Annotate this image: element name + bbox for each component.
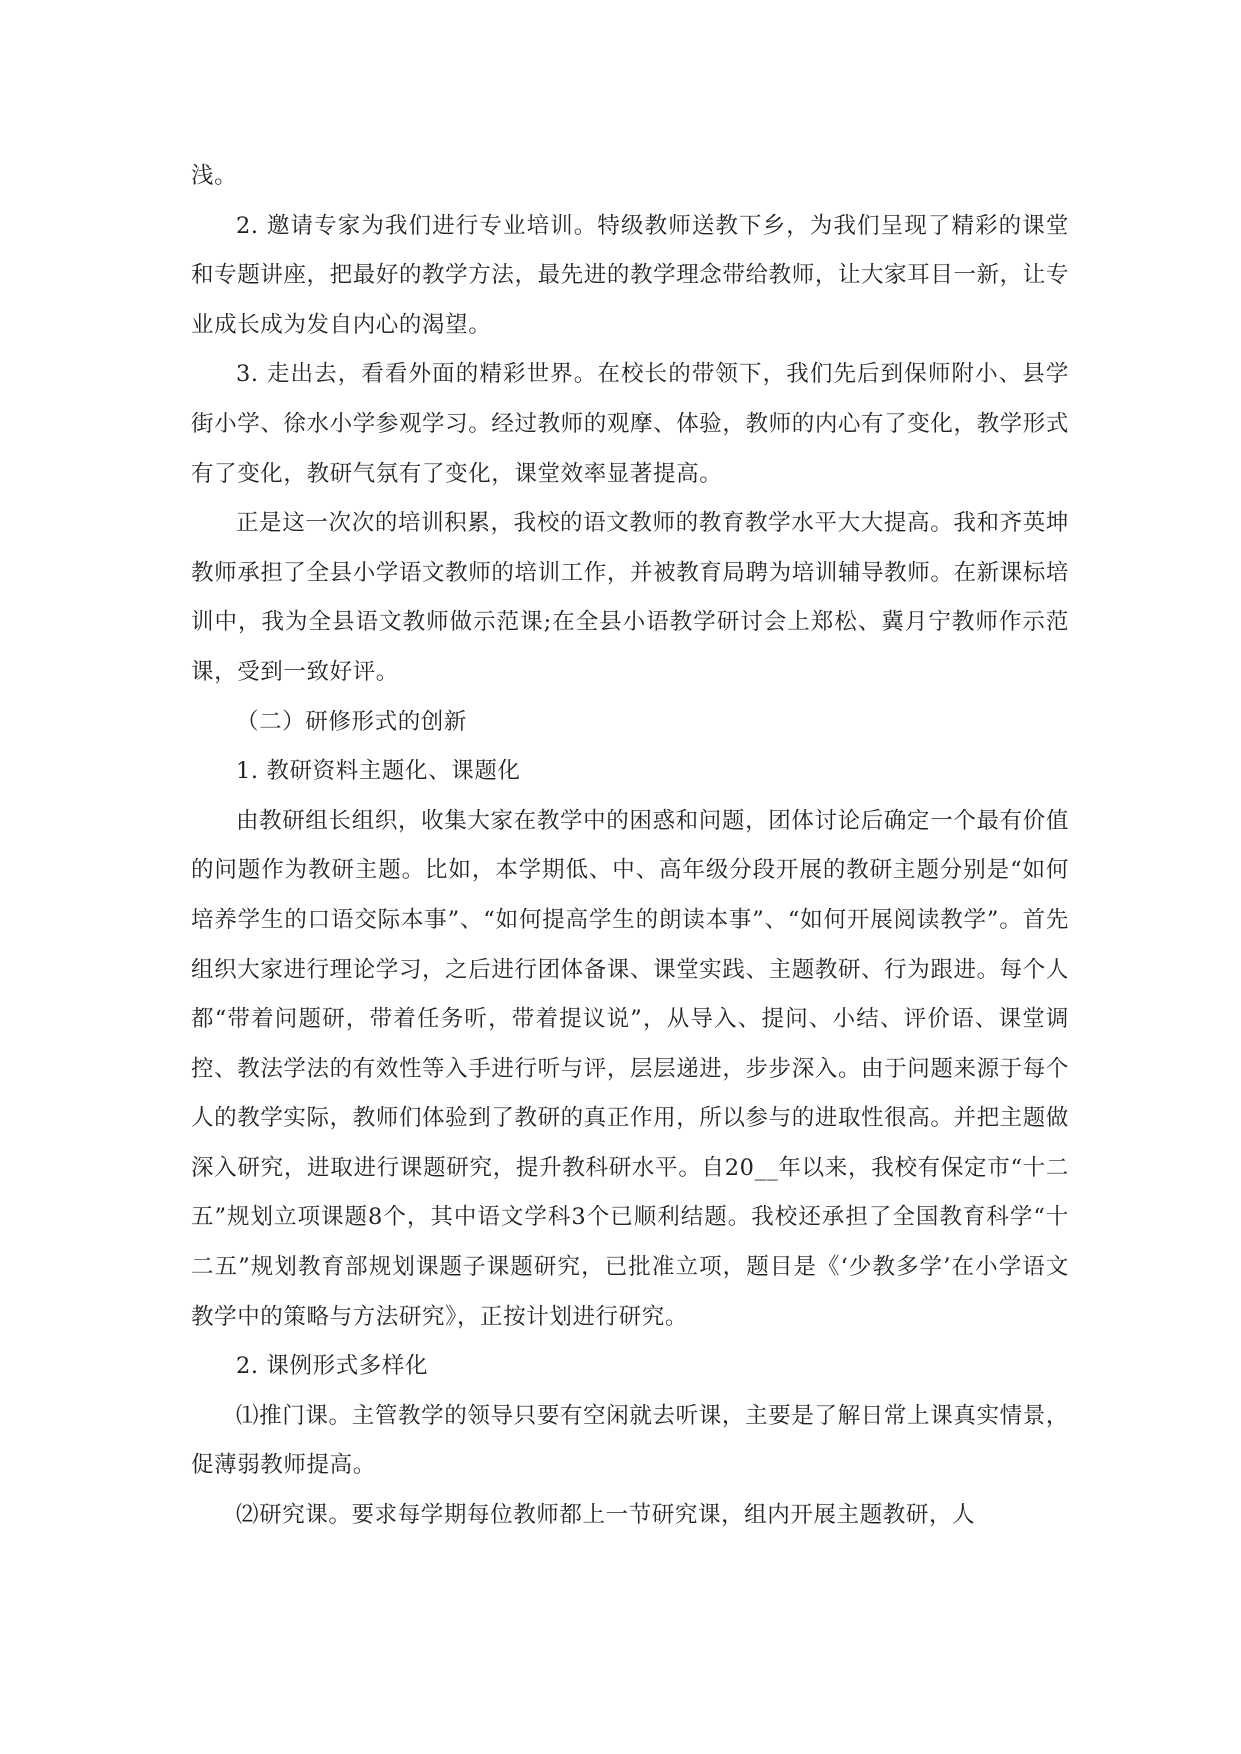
paragraph-expert-training: 2. 邀请专家为我们进行专业培训。特级教师送教下乡，为我们呈现了精彩的课堂和专题讲座，把最好的教学方法，最先进的教学理念带给教师，让大家耳目一新，让专业成长成为发自内心的渴望。 — [191, 212, 1069, 338]
section-heading-innovation: （二）研修形式的创新 — [236, 708, 468, 735]
paragraph-continuation: 浅。 — [191, 163, 238, 189]
paragraph-themed-research: 由教研组长组织，收集大家在教学中的困惑和问题，团体讨论后确定一个最有价值的问题作为教研主题。比如，本学期低、中、高年级分段开展的教研主题分别是“如何培养学生的口语交际本事”、“如何提高学生的朗读本事”、“如何开展阅读教学”。首先组织大家进行理论学习，之后进行团体备课、课堂实践、主题教研、行为跟进。每个人都“带着问题研，带着任务听，带着提议说”，从导入、提问、小结、评价语、课堂调控、教法学法的有效性等入手进行听与评，层层递进，步步深入。由于问题来源于每个人的教学实际，教师们体验到了教研的真正作用，所以参与的进取性很高。并把主题做深入研究，进取进行课题研究，提升教科研水平。自20__年以来，我校有保定市“十二五”规划立项课题8个，其中语文学科3个已顺利结题。我校还承担了全国教育科学“十二五”规划教育部规划课题子课题研究，已批准立项，题目是《‘少教多学’在小学语文教学中的策略与方法研究》，正按计划进行研究。 — [191, 807, 1069, 1330]
paragraph-training-results: 正是这一次次的培训积累，我校的语文教师的教育教学水平大大提高。我和齐英坤教师承担了全县小学语文教师的培训工作，并被教育局聘为培训辅导教师。在新课标培训中，我为全县语文教师做示范课;在全县小语教学研讨会上郑松、冀月宁教师作示范课，受到一致好评。 — [191, 510, 1069, 685]
paragraph-visit-schools: 3. 走出去，看看外面的精彩世界。在校长的带领下，我们先后到保师附小、县学街小学、徐水小学参观学习。经过教师的观摩、体验，教师的内心有了变化，教学形式有了变化，教研气氛有了变化，课堂效率显著提高。 — [191, 361, 1069, 487]
paragraph-research-lessons: ⑵研究课。要求每学期每位教师都上一节研究课，组内开展主题教研，人 — [236, 1502, 976, 1529]
paragraph-drop-in-lessons: ⑴推门课。主管教学的领导只要有空闲就去听课，主要是了解日常上课真实情景，促薄弱教师提高。 — [191, 1402, 1069, 1479]
subheading-lesson-forms: 2. 课例形式多样化 — [236, 1353, 429, 1380]
subheading-themed-research: 1. 教研资料主题化、课题化 — [236, 758, 521, 785]
document-body — [191, 152, 1069, 1541]
